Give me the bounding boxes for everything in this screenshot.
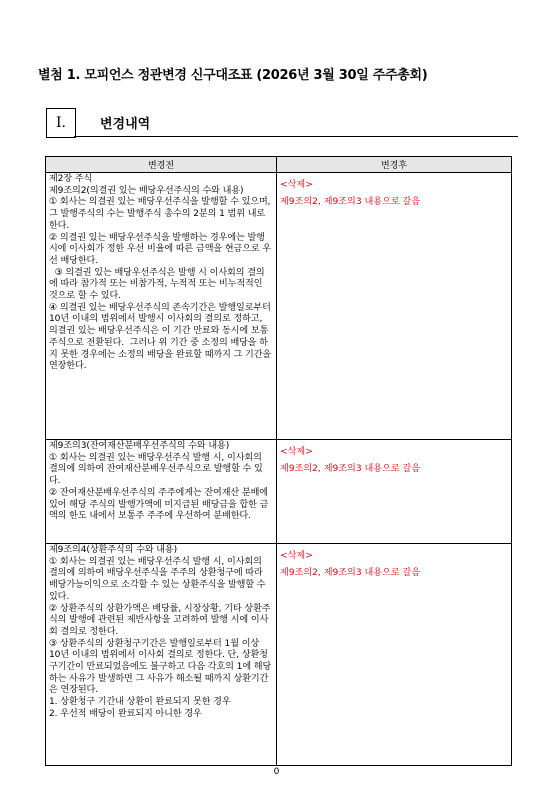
section-heading bbox=[38, 108, 518, 138]
section-number-box: I. bbox=[46, 108, 76, 138]
replacement-note: 제9조의2, 제9조의3 내용으로 갈음 bbox=[280, 567, 421, 578]
section-underline bbox=[74, 136, 518, 137]
table-header-row bbox=[46, 157, 512, 173]
deleted-label: <삭제> bbox=[280, 180, 313, 190]
cell-before bbox=[46, 173, 277, 440]
header-after: 변경후 bbox=[277, 157, 512, 173]
deleted-label: <삭제> bbox=[280, 551, 313, 561]
deleted-label: <삭제> bbox=[280, 447, 313, 457]
replacement-note: 제9조의2, 제9조의3 내용으로 갈음 bbox=[280, 196, 421, 207]
cell-after bbox=[277, 440, 512, 544]
before-text: 제9조의4(상환주식의 수와 내용) ① 회사는 의결권 있는 배당우선주식 발행 시, 이사회의 결의에 의하여 배당우선주식을 주주의 상환청구에 따라 배당가능이익으로 소각할 수 있는 상환주식을 발행할 수 있다. ② 상환주식의 상환가액은 배당률, 시장상황, 기타 상환주식의 발행에 관련된 제반사항을 고려하여 발행 시에 이사회 결의로 정한다. ③ 상환주식의 상환청구기간은 발행일로부터 1월 이상 10년 이내의 범위에서 이사회 결의로 정한다. 단, 상환청구기간이 만료되었음에도 불구하고 다음 각호의 1에 해당하는 사유가 발생하면 그 사유가 해소될 때까지 상환기간은 연장된다. 1. 상환청구 기간내 상환이 완료되지 못한 경우 2. 우선적 배당이 완료되지 아니한 경우 bbox=[49, 545, 272, 719]
replacement-note: 제9조의2, 제9조의3 내용으로 갈음 bbox=[280, 463, 421, 474]
cell-before bbox=[46, 544, 277, 766]
comparison-table bbox=[45, 156, 512, 766]
cell-after bbox=[277, 544, 512, 766]
cell-before bbox=[46, 440, 277, 544]
cell-after bbox=[277, 173, 512, 440]
table-row bbox=[46, 173, 512, 440]
before-text: 제2장 주식 제9조의2(의결권 있는 배당우선주식의 수와 내용) ① 회사는 의결권 있는 배당우선주식을 발행할 수 있으며, 그 발행주식의 수는 발행주식 총수의 2분의 1 범위 내로 한다. ② 의결권 있는 배당우선주식을 발행하는 경우에는 발행 시에 이사회가 정한 우선 비율에 따른 금액을 현금으로 우선 배당한다. ③ 의결권 있는 배당우선주식은 발행 시 이사회의 결의에 따라 참가적 또는 비참가적, 누적적 또는 비누적적인 것으로 할 수 있다. ④ 의결권 있는 배당우선주식의 존속기간은 발행일로부터 10년 이내의 범위에서 발행시 이사회의 결의로 정하고, 의결권 있는 배당우선주식은 이 기간 만료와 동시에 보통주식으로 전환된다. 그러나 위 기간 중 소정의 배당을 하지 못한 경우에는 소정의 배당을 완료할 때까지 그 기간을 연장한다. bbox=[49, 174, 272, 372]
document-title: 별첨 1. 모피언스 정관변경 신구대조표 (2026년 3월 30일 주주총회) bbox=[38, 68, 428, 83]
table-row bbox=[46, 440, 512, 544]
table-row bbox=[46, 544, 512, 766]
section-title: 변경내역 bbox=[100, 117, 151, 132]
page-number: 0 bbox=[273, 767, 280, 777]
before-text: 제9조의3(잔여재산분배우선주식의 수와 내용) ① 회사는 의결권 있는 배당우선주식 발행 시, 이사회의 결의에 의하여 잔여재산분배우선주식으로 발행할 수 있다. ② 잔여재산분배우선주식의 주주에게는 잔여재산 분배에 있어 해당 주식의 발행가액에 미지급된 배당금을 합한 금액의 한도 내에서 보통주 주주에 우선하여 분배한다. bbox=[49, 441, 269, 522]
header-before: 변경전 bbox=[46, 157, 277, 173]
